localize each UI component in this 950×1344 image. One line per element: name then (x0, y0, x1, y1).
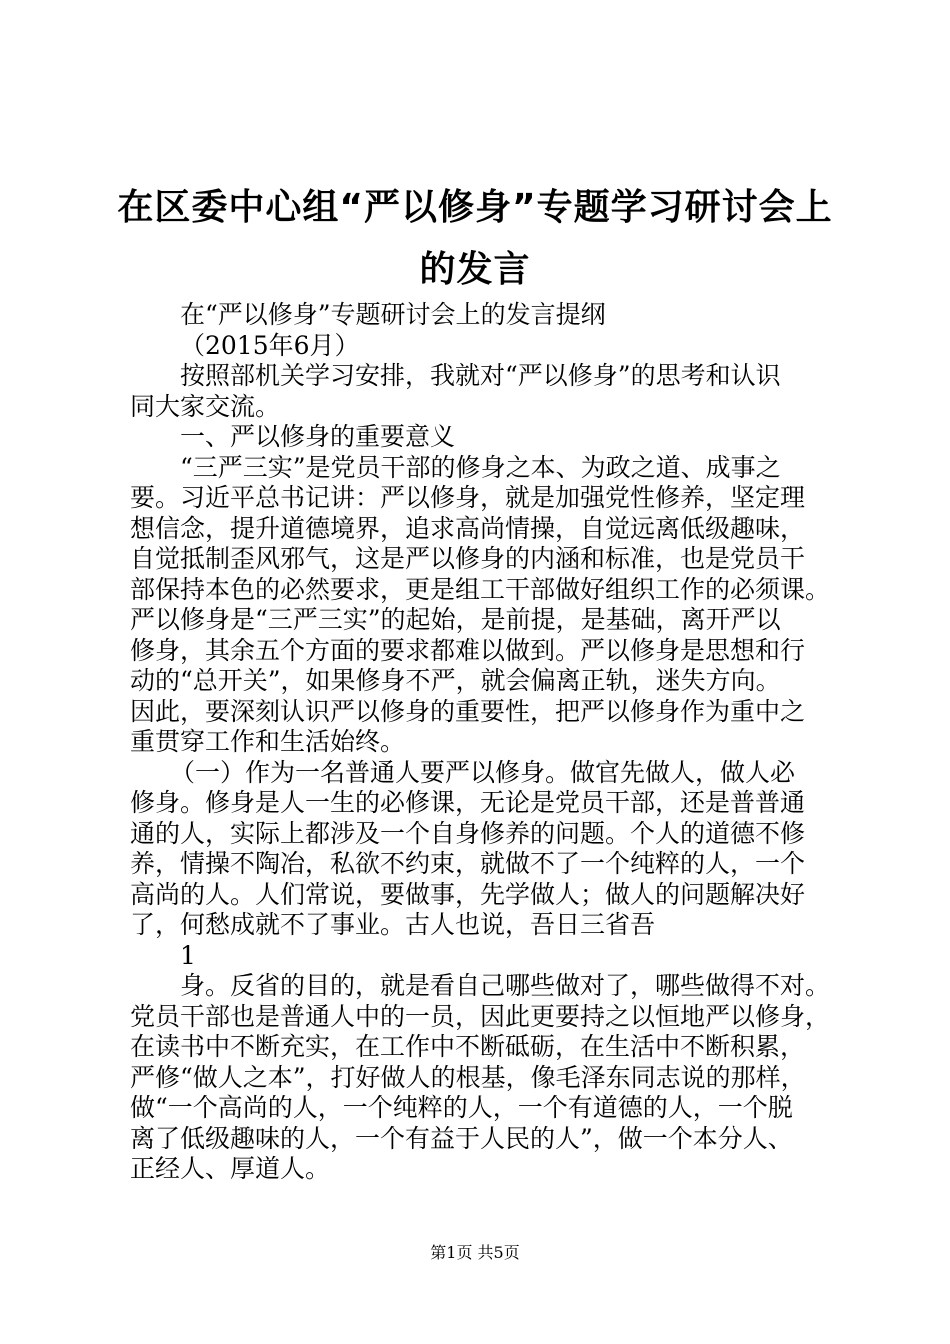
document-title-line-2: 的发言 (419, 249, 531, 290)
paragraph-line: 想信念，提升道德境界，追求高尚情操，自觉远离低级趣味， (130, 513, 806, 543)
page-footer: 第1页 共5页 (430, 1243, 520, 1262)
paragraph-line: “三严三实”是党员干部的修身之本、为政之道、成事之 (180, 452, 781, 482)
paragraph-line: 做“一个高尚的人，一个纯粹的人，一个有道德的人，一个脱 (130, 1093, 793, 1122)
paragraph-line: 严以修身是“三严三实”的起始，是前提，是基础，离开严以 (130, 605, 781, 634)
paragraph-line: 正经人、厚道人。 (130, 1154, 331, 1183)
section-heading: 一、严以修身的重要意义 (180, 422, 456, 451)
paragraph-line: 了，何愁成就不了事业。古人也说，吾日三省吾 (130, 910, 656, 939)
paragraph-line: 修身。修身是人一生的必修课，无论是党员干部，还是普普通 (130, 788, 806, 817)
paragraph-line: 通的人，实际上都涉及一个自身修养的问题。个人的道德不修 (130, 818, 806, 848)
paragraph-line: 离了低级趣味的人，一个有益于人民的人”，做一个本分人、 (130, 1123, 793, 1153)
inline-page-number: 1 (180, 940, 196, 970)
paragraph-line: 身。反省的目的，就是看自己哪些做对了，哪些做得不对。 (180, 971, 831, 1000)
date-line: （2015年6月） (180, 330, 360, 360)
document-title-line-1: 在区委中心组“严以修身”专题学习研讨会上 (117, 187, 833, 228)
intro-line: 按照部机关学习安排，我就对“严以修身”的思考和认识 (180, 361, 781, 390)
paragraph-line: 重贯穿工作和生活始终。 (130, 727, 406, 756)
paragraph-line: 养，情操不陶冶，私欲不约束，就做不了一个纯粹的人，一个 (130, 849, 806, 878)
paragraph-line: 自觉抵制歪风邪气，这是严以修身的内涵和标准，也是党员干 (130, 544, 806, 573)
paragraph-line: 高尚的人。人们常说，要做事，先学做人；做人的问题解决好 (130, 879, 806, 909)
paragraph-line: 部保持本色的必然要求，更是组工干部做好组织工作的必须课。 (130, 574, 831, 604)
paragraph-line: 严修“做人之本”，打好做人的根基，像毛泽东同志说的那样， (130, 1062, 806, 1092)
paragraph-line: 在读书中不断充实，在工作中不断砥砺，在生活中不断积累， (130, 1032, 806, 1061)
paragraph-line: 修身，其余五个方面的要求都难以做到。严以修身是思想和行 (130, 635, 806, 665)
intro-line: 同大家交流。 (130, 391, 281, 421)
paragraph-line: 党员干部也是普通人中的一员，因此更要持之以恒地严以修身， (130, 1001, 831, 1031)
paragraph-line: （一）作为一名普通人要严以修身。做官先做人，做人必 (170, 757, 796, 787)
paragraph-line: 动的“总开关”，如果修身不严，就会偏离正轨，迷失方向。 (130, 666, 781, 695)
subtitle: 在“严以修身”专题研讨会上的发言提纲 (180, 300, 606, 329)
document-body (130, 300, 830, 1185)
paragraph-line: 要。习近平总书记讲：严以修身，就是加强党性修养，坚定理 (130, 483, 806, 512)
paragraph-line: 因此，要深刻认识严以修身的重要性，把严以修身作为重中之 (130, 696, 806, 726)
